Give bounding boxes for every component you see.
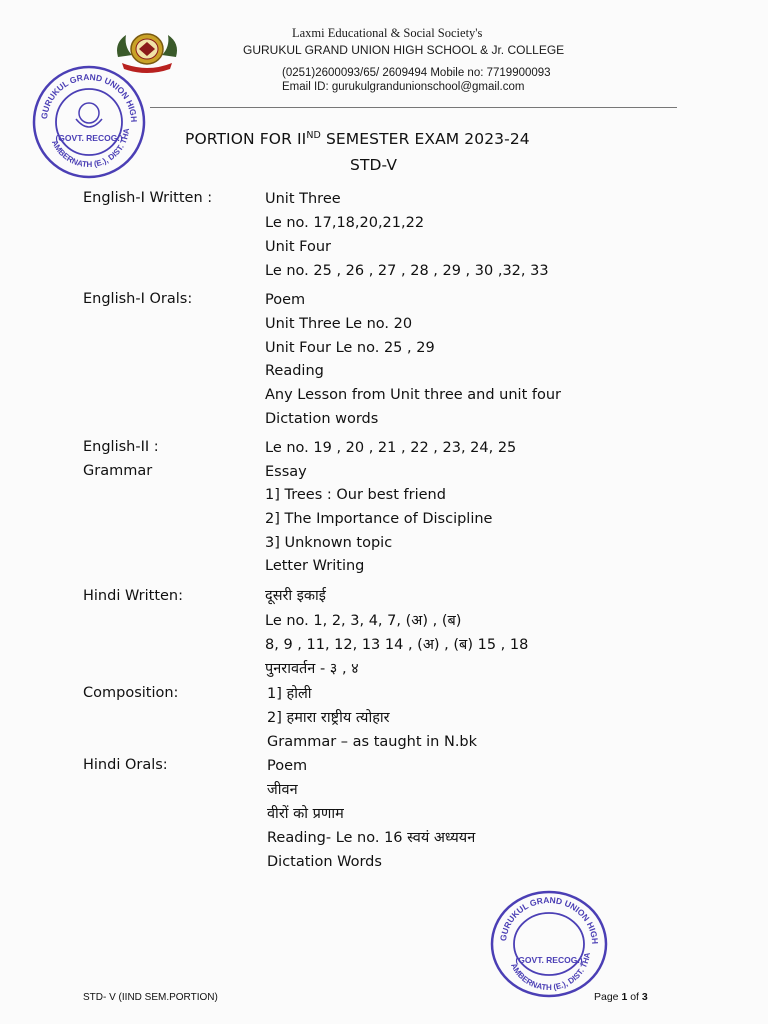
footer-document-label: STD- V (IIND SEM.PORTION) xyxy=(83,992,218,1003)
list-item: 8, 9 , 11, 12, 13 14 , (अ) , (ब) 15 , 18 xyxy=(265,637,529,653)
header-divider xyxy=(150,107,677,108)
list-item: पुनरावर्तन - ३ , ४ xyxy=(265,661,359,677)
society-name: Laxmi Educational & Social Society's xyxy=(292,26,483,40)
list-item: Unit Three xyxy=(265,191,341,207)
section-label-grammar: Grammar xyxy=(83,463,153,479)
section-label-hindi-orals: Hindi Orals: xyxy=(83,757,168,773)
section-label-english-1-orals: English-I Orals: xyxy=(83,291,193,307)
phone-line: (0251)2600093/65/ 2609494 Mobile no: 7719900093 xyxy=(282,67,551,79)
list-item: Unit Four xyxy=(265,239,331,255)
list-item: Le no. 1, 2, 3, 4, 7, (अ) , (ब) xyxy=(265,613,462,629)
school-name: GURUKUL GRAND UNION HIGH SCHOOL & Jr. COLLEGE xyxy=(243,43,565,57)
school-stamp-top xyxy=(30,63,148,181)
section-label-hindi-written: Hindi Written: xyxy=(83,588,184,604)
email-line: Email ID: gurukulgrandunionschool@gmail.com xyxy=(282,81,525,93)
list-item: 1] होली xyxy=(267,686,312,702)
list-item: दूसरी इकाई xyxy=(265,588,326,604)
svg-text:AMBERNATH (E.), DIST. THANE: AMBERNATH (E.), DIST. THA xyxy=(509,951,592,993)
section-label-english-2: English-II : xyxy=(83,439,159,455)
list-item: Poem xyxy=(267,758,308,774)
list-item: Reading- Le no. 16 स्वयं अध्ययन xyxy=(267,830,476,846)
section-label-english-1-written: English-I Written : xyxy=(83,190,213,206)
standard-label: STD-V xyxy=(350,156,398,174)
list-item: Unit Four Le no. 25 , 29 xyxy=(265,340,435,356)
list-item: 3] Unknown topic xyxy=(265,535,393,551)
svg-text:GURUKUL GRAND UNION HIGH SCHOO: GURUKUL GRAND UNION HIGH xyxy=(498,894,601,945)
list-item: Dictation Words xyxy=(267,854,382,870)
list-item: Le no. 17,18,20,21,22 xyxy=(265,215,425,231)
list-item: Essay xyxy=(265,464,307,480)
list-item: Le no. 19 , 20 , 21 , 22 , 23, 24, 25 xyxy=(265,440,517,456)
list-item: Any Lesson from Unit three and unit four xyxy=(265,387,561,403)
list-item: Unit Three Le no. 20 xyxy=(265,316,413,332)
list-item: Le no. 25 , 26 , 27 , 28 , 29 , 30 ,32, 33 xyxy=(265,263,549,279)
school-stamp-bottom xyxy=(488,888,610,998)
page-title: PORTION FOR IIND SEMESTER EXAM 2023-24 xyxy=(185,130,530,148)
svg-text:GURUKUL GRAND UNION HIGH SCHOO xyxy=(30,63,139,122)
list-item: जीवन xyxy=(267,782,298,798)
svg-text:(GOVT. RECOG.): (GOVT. RECOG.) xyxy=(515,955,583,965)
list-item: Grammar – as taught in N.bk xyxy=(267,734,478,750)
stamp-top-text: GURUKUL GRAND UNION HIGH xyxy=(39,71,140,123)
stamp-center-text: (GOVT. RECOG.) xyxy=(55,133,123,143)
list-item: Dictation words xyxy=(265,411,379,427)
list-item: 1] Trees : Our best friend xyxy=(265,487,446,503)
section-label-composition: Composition: xyxy=(83,685,179,701)
page-number: Page 1 of 3 xyxy=(594,991,648,1003)
stamp-bottom-text: AMBERNATH (E.), DIST. THA xyxy=(49,127,132,170)
list-item: Letter Writing xyxy=(265,558,365,574)
list-item: वीरों को प्रणाम xyxy=(267,806,344,822)
list-item: 2] The Importance of Discipline xyxy=(265,511,493,527)
list-item: Poem xyxy=(265,292,306,308)
list-item: 2] हमारा राष्ट्रीय त्योहार xyxy=(267,710,390,726)
list-item: Reading xyxy=(265,363,324,379)
